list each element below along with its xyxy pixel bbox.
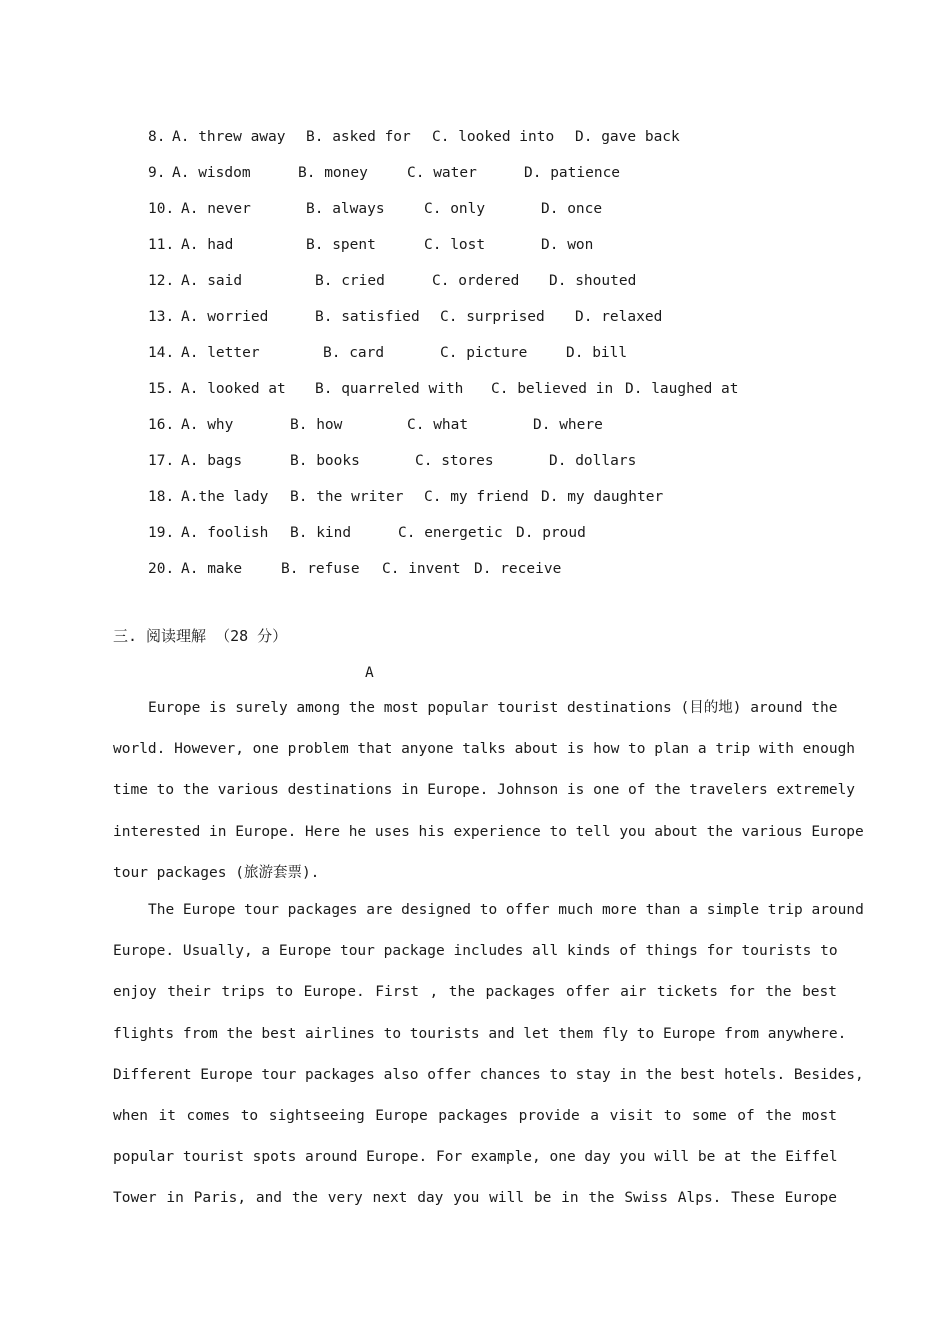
paragraph-2	[113, 890, 864, 1220]
option-c: C. ordered	[432, 273, 520, 289]
option-d: D. patience	[524, 165, 621, 181]
option-b: B. books	[290, 453, 360, 469]
question-number: 10.	[148, 201, 175, 217]
option-a: A. make	[181, 561, 243, 577]
question-8	[148, 124, 680, 160]
option-a: A. had	[181, 237, 234, 253]
option-c: C. my friend	[424, 489, 529, 505]
question-12	[148, 268, 637, 304]
question-number: 15.	[148, 381, 175, 397]
question-17	[148, 448, 637, 484]
question-13	[148, 304, 663, 340]
text-line: time to the various destinations in Europe. Johnson is one of the travelers extremely	[113, 782, 856, 799]
option-a: A. looked at	[181, 381, 286, 397]
question-number: 13.	[148, 309, 175, 325]
passage-title: A	[365, 665, 374, 681]
text-line: world. However, one problem that anyone talks about is how to plan a trip with enough	[113, 741, 856, 758]
question-list	[148, 124, 739, 592]
text-line: Tower in Paris, and the very next day you will be in the Swiss Alps. These Europe	[113, 1190, 837, 1207]
option-d: D. bill	[566, 345, 628, 361]
option-c: C. water	[407, 165, 477, 181]
option-b: B. kind	[290, 525, 352, 541]
option-b: B. always	[306, 201, 385, 217]
text-line: when it comes to sightseeing Europe packages provide a visit to some of the most	[113, 1107, 837, 1124]
question-number: 9.	[148, 165, 166, 181]
option-c: C. what	[407, 417, 469, 433]
question-number: 17.	[148, 453, 175, 469]
option-c: C. picture	[440, 345, 528, 361]
option-d: D. gave back	[575, 129, 680, 145]
text-line: popular tourist spots around Europe. For example, one day you will be at the Eiffel	[113, 1149, 838, 1166]
option-a: A. foolish	[181, 525, 269, 541]
option-c: C. believed in	[491, 381, 614, 397]
section-heading: 三. 阅读理解 （28 分）	[113, 627, 288, 645]
text-line: enjoy their trips to Europe. First , the packages offer air tickets for the best	[113, 984, 837, 1001]
option-d: D. where	[533, 417, 603, 433]
option-a: A. bags	[181, 453, 243, 469]
question-number: 12.	[148, 273, 175, 289]
option-d: D. once	[541, 201, 603, 217]
text-line: Europe. Usually, a Europe tour package includes all kinds of things for tourists to	[113, 943, 838, 960]
option-b: B. the writer	[290, 489, 404, 505]
option-b: B. how	[290, 417, 343, 433]
option-a: A. why	[181, 417, 234, 433]
option-d: D. dollars	[549, 453, 637, 469]
question-19	[148, 520, 586, 556]
option-d: D. receive	[474, 561, 562, 577]
option-b: B. card	[323, 345, 385, 361]
option-a: A. worried	[181, 309, 269, 325]
option-c: C. energetic	[398, 525, 503, 541]
option-c: C. looked into	[432, 129, 555, 145]
question-number: 18.	[148, 489, 175, 505]
option-b: B. refuse	[281, 561, 360, 577]
option-c: C. stores	[415, 453, 494, 469]
question-number: 19.	[148, 525, 175, 541]
option-c: C. only	[424, 201, 486, 217]
option-a: A. wisdom	[172, 165, 251, 181]
question-number: 20.	[148, 561, 175, 577]
text-line: flights from the best airlines to tourists and let them fly to Europe from anywhere.	[113, 1025, 847, 1042]
option-d: D. my daughter	[541, 489, 664, 505]
text-line: interested in Europe. Here he uses his experience to tell you about the various Europe	[113, 823, 864, 840]
question-number: 11.	[148, 237, 175, 253]
option-d: D. laughed at	[625, 381, 739, 397]
option-b: B. cried	[315, 273, 385, 289]
option-b: B. spent	[306, 237, 376, 253]
option-a: A.the lady	[181, 489, 269, 505]
text-line: Different Europe tour packages also offer chances to stay in the best hotels. Besides,	[113, 1066, 864, 1083]
option-a: A. never	[181, 201, 251, 217]
option-b: B. satisfied	[315, 309, 420, 325]
option-a: A. said	[181, 273, 243, 289]
text-line: Europe is surely among the most popular tourist destinations (目的地) around the	[148, 700, 838, 716]
question-20	[148, 556, 562, 592]
option-a: A. letter	[181, 345, 260, 361]
option-c: C. lost	[424, 237, 486, 253]
option-d: D. relaxed	[575, 309, 663, 325]
paragraph-1	[113, 688, 864, 894]
question-number: 8.	[148, 129, 166, 145]
option-a: A. threw away	[172, 129, 286, 145]
option-c: C. invent	[382, 561, 461, 577]
option-d: D. shouted	[549, 273, 637, 289]
option-b: B. quarreled with	[315, 381, 464, 397]
question-15	[148, 376, 739, 412]
question-14	[148, 340, 628, 376]
question-18	[148, 484, 664, 520]
question-10	[148, 196, 603, 232]
question-number: 16.	[148, 417, 175, 433]
question-9	[148, 160, 621, 196]
option-d: D. proud	[516, 525, 586, 541]
question-16	[148, 412, 603, 448]
option-b: B. money	[298, 165, 368, 181]
text-line: The Europe tour packages are designed to offer much more than a simple trip around	[148, 902, 864, 918]
option-b: B. asked for	[306, 129, 411, 145]
question-number: 14.	[148, 345, 175, 361]
option-d: D. won	[541, 237, 594, 253]
question-11	[148, 232, 594, 268]
text-line: tour packages (旅游套票).	[113, 864, 320, 881]
option-c: C. surprised	[440, 309, 545, 325]
